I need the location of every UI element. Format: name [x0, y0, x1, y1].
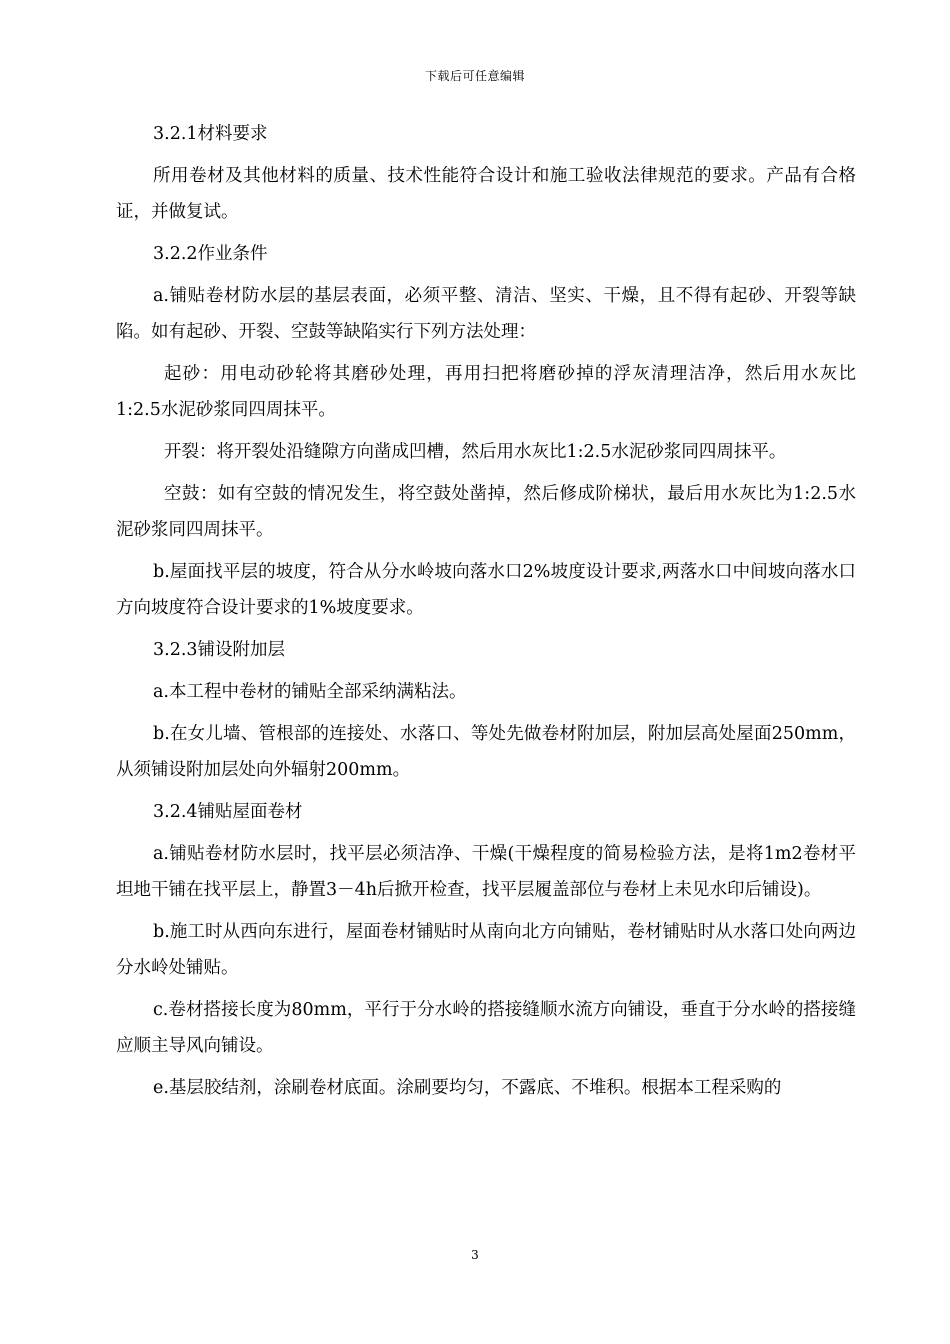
paragraph-full-adhesion: a.本工程中卷材的铺贴全部采纳满粘法。: [153, 682, 467, 702]
paragraph-adhesive: e.基层胶结剂，涂刷卷材底面。涂刷要均匀，不露底、不堆积。根据本工程采购的: [153, 1078, 782, 1098]
page-number: 3: [471, 1248, 479, 1262]
section-heading-3-2-4: 3.2.4铺贴屋面卷材: [153, 802, 303, 822]
paragraph-additional-layer: b.在女儿墙、管根部的连接处、水落口、等处先做卷材附加层，附加层高处屋面250mm，从须铺设附加层处向外辐射200mm。: [116, 724, 856, 780]
section-heading-3-2-2: 3.2.2作业条件: [153, 244, 268, 264]
paragraph-direction: b.施工时从西向东进行，屋面卷材铺贴时从南向北方向铺贴，卷材铺贴时从水落口处向两边分水岭处铺贴。: [116, 922, 856, 978]
paragraph-hollowing: 空鼓：如有空鼓的情况发生，将空鼓处凿掉，然后修成阶梯状，最后用水灰比为1:2.5水泥砂浆同四周抹平。: [116, 484, 856, 540]
paragraph-slope: b.屋面找平层的坡度，符合从分水岭坡向落水口2%坡度设计要求,两落水口中间坡向落水口方向坡度符合设计要求的1%坡度要求。: [116, 562, 856, 618]
paragraph-sanding: 起砂：用电动砂轮将其磨砂处理，再用扫把将磨砂掉的浮灰清理洁净，然后用水灰比1:2.5水泥砂浆同四周抹平。: [116, 364, 856, 420]
document-body: [116, 116, 856, 1112]
paragraph-cracking: 开裂：将开裂处沿缝隙方向凿成凹槽，然后用水灰比1:2.5水泥砂浆同四周抹平。: [164, 442, 787, 462]
paragraph-overlap: c.卷材搭接长度为80mm，平行于分水岭的搭接缝顺水流方向铺设，垂直于分水岭的搭接缝应顺主导风向铺设。: [116, 1000, 856, 1056]
paragraph-material-quality: 所用卷材及其他材料的质量、技术性能符合设计和施工验收法律规范的要求。产品有合格证，并做复试。: [116, 166, 856, 222]
paragraph-dry-check: a.铺贴卷材防水层时，找平层必须洁净、干燥(干燥程度的简易检验方法，是将1m2卷材平坦地干铺在找平层上，静置3－4h后掀开检查，找平层履盖部位与卷材上未见水印后铺设)。: [116, 844, 856, 900]
section-heading-3-2-3: 3.2.3铺设附加层: [153, 640, 286, 660]
paragraph-base-surface: a.铺贴卷材防水层的基层表面，必须平整、清洁、坚实、干燥，且不得有起砂、开裂等缺陷。如有起砂、开裂、空鼓等缺陷实行下列方法处理：: [116, 286, 856, 342]
page-header: 下载后可任意编辑: [424, 69, 525, 83]
section-heading-3-2-1: 3.2.1材料要求: [153, 124, 268, 144]
